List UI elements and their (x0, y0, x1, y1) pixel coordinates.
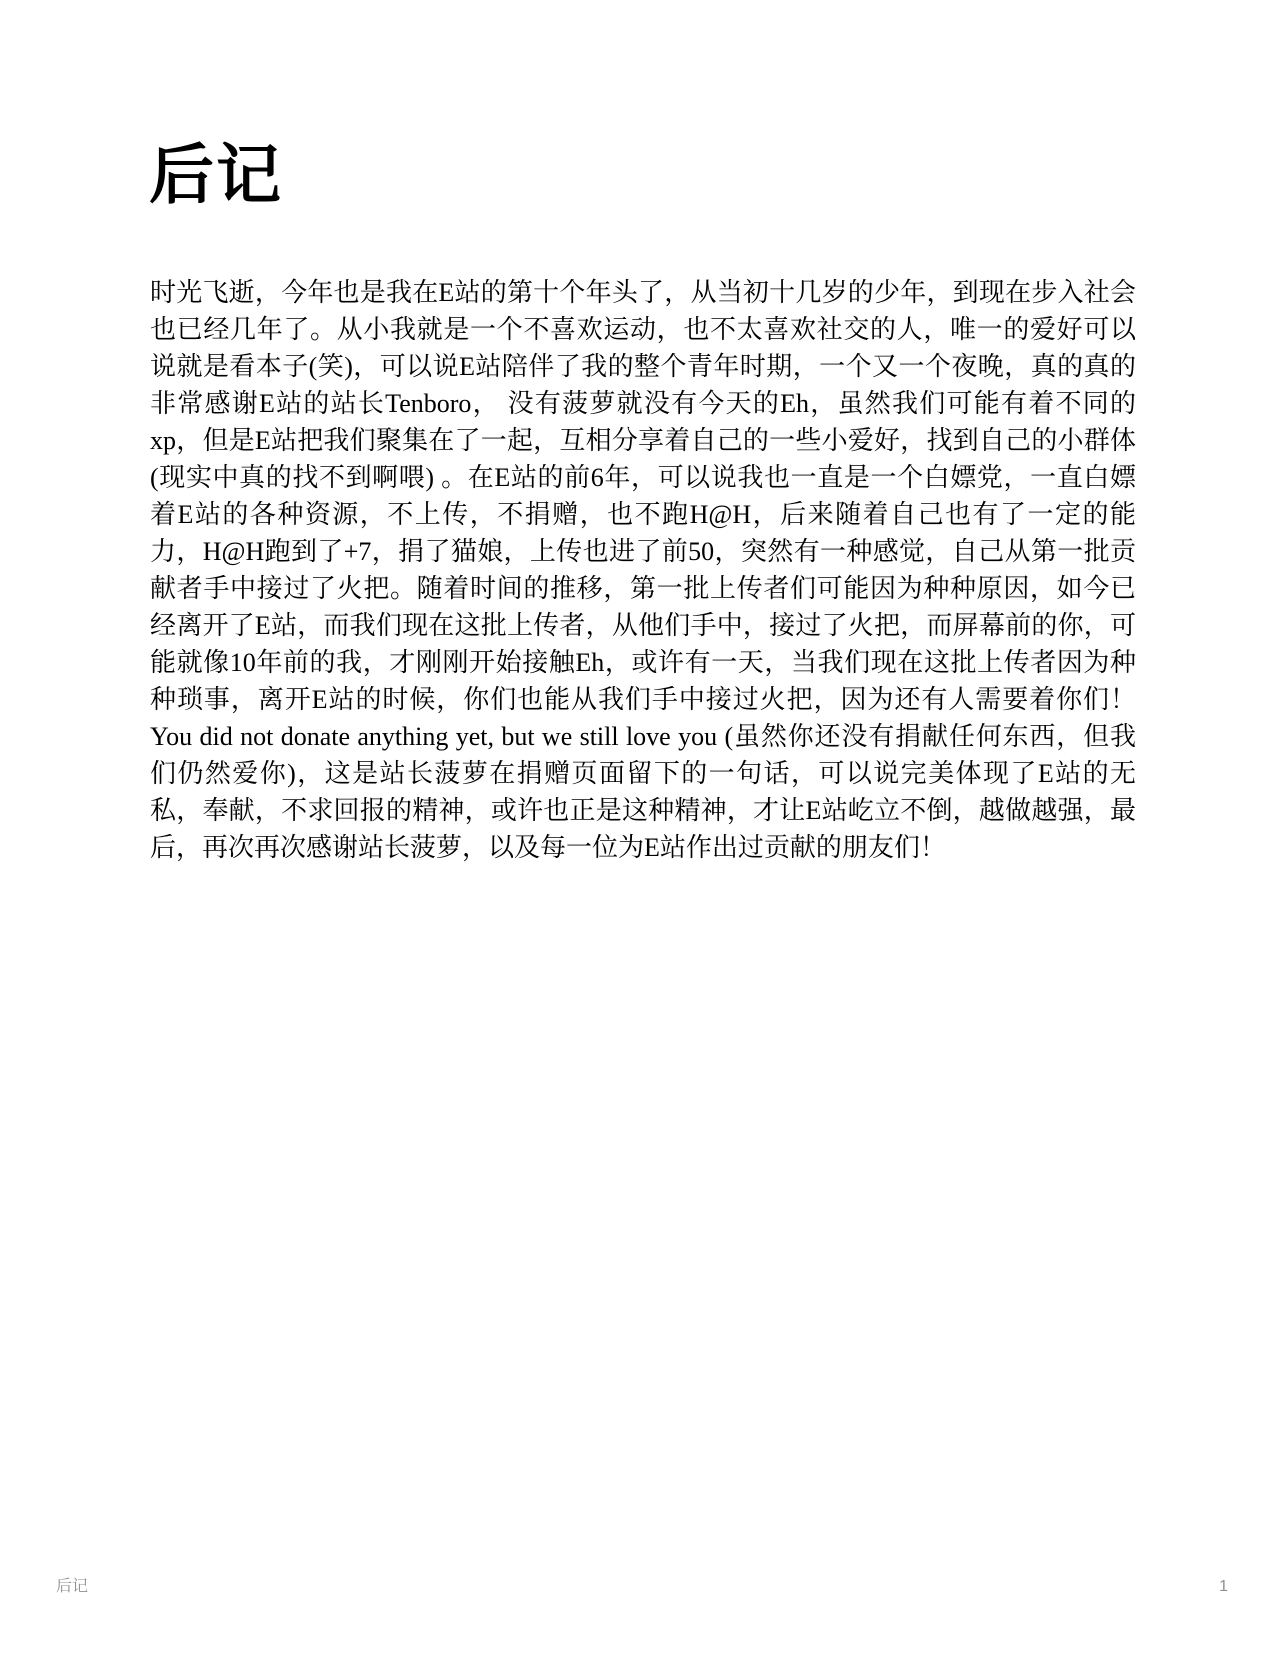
page-title: 后记 (149, 140, 284, 212)
body-paragraph: 时光飞逝，今年也是我在E站的第十个年头了，从当初十几岁的少年，到现在步入社会也已经几年了。从小我就是一个不喜欢运动，也不太喜欢社交的人，唯一的爱好可以说就是看本子(笑)，可以说E站陪伴了我的整个青年时期，一个又一个夜晚，真的真的非常感谢E站的站长Tenboro， 没有菠萝就没有今天的Eh，虽然我们可能有着不同的xp，但是E站把我们聚集在了一起，互相分享着自己的一些小爱好，找到自己的小群体(现实中真的找不到啊喂) 。在E站的前6年，可以说我也一直是一个白嫖党，一直白嫖着E站的各种资源，不上传，不捐赠，也不跑H@H，后来随着自己也有了一定的能力，H@H跑到了+7，捐了猫娘，上传也进了前50，突然有一种感觉，自己从第一批贡献者手中接过了火把。随着时间的推移，第一批上传者们可能因为种种原因，如今已经离开了E站，而我们现在这批上传者，从他们手中，接过了火把，而屏幕前的你，可能就像10年前的我，才刚刚开始接触Eh，或许有一天，当我们现在这批上传者因为种种琐事，离开E站的时候，你们也能从我们手中接过火把，因为还有人需要着你们！You did not donate anything yet, but we still love you (虽然你还没有捐献任何东西，但我们仍然爱你)，这是站长菠萝在捐赠页面留下的一句话，可以说完美体现了E站的无私，奉献，不求回报的精神，或许也正是这种精神，才让E站屹立不倒，越做越强，最后，再次再次感谢站长菠萝，以及每一位为E站作出过贡献的朋友们！ (150, 278, 1136, 862)
footer-section-label: 后记 (56, 1578, 89, 1595)
page-footer (0, 1575, 1280, 1599)
footer-page-number: 1 (1219, 1578, 1228, 1595)
